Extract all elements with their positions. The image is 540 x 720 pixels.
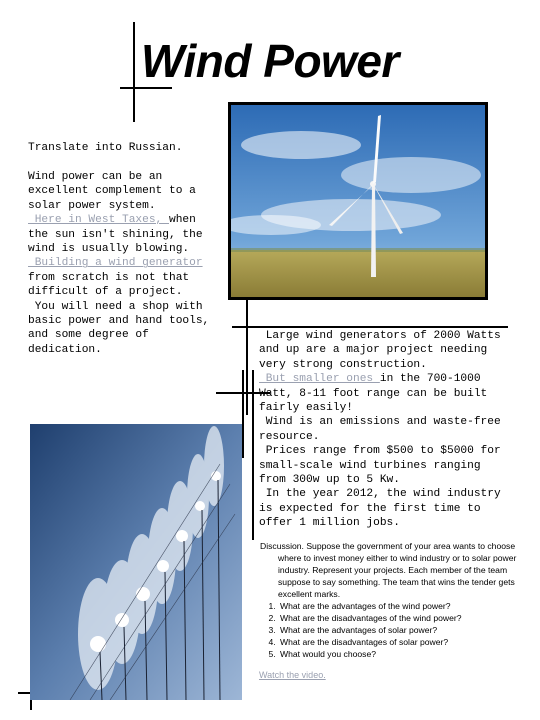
wind-turbine-photo (228, 102, 488, 300)
question-item: 2. What are the disadvantages of the wind power? (278, 612, 528, 624)
instruction-text: Translate into Russian. (28, 142, 183, 154)
decorative-line (232, 326, 508, 328)
wind-farm-photo (30, 424, 242, 700)
text-segment: in the 700-1000 Watt, 8-11 foot range can be built fairly easily! Wind is an emissions and waste-free resource. Prices range from $500 to $5000 for small-scale wind turbines ranging from 300w up to 5 Kw. In the year 2012, the wind industry is expected for the first time to offer 1 million jobs. (259, 373, 501, 530)
decorative-line (252, 370, 254, 540)
text-segment: from scratch is not that difficult of a project. You will need a shop with basic power and hand tools, and some degree of dedication. (28, 271, 210, 356)
wind-turbine-image (231, 105, 485, 297)
discussion-section (260, 540, 528, 660)
text-segment: Wind power can be an excellent complement to a solar power system. (28, 171, 196, 212)
decorative-line (242, 370, 244, 458)
page-title: Wind Power (141, 35, 399, 87)
text-segment: Large wind generators of 2000 Watts and up are a major project needing very strong construction. (259, 330, 501, 371)
question-list (260, 600, 528, 660)
decorative-line (120, 87, 172, 89)
building-generator-link[interactable]: Building a wind generator (28, 257, 203, 270)
question-item: 4. What are the disadvantages of solar power? (278, 636, 528, 648)
left-paragraph (28, 170, 228, 357)
question-item: 3. What are the advantages of solar power? (278, 624, 528, 636)
text-segment: when the sun isn't shining, the wind is usually blowing. (28, 214, 203, 256)
smaller-ones-link[interactable]: But smaller ones (259, 373, 380, 386)
west-taxes-link[interactable]: Here in West Taxes, (28, 214, 169, 227)
question-item: 5. What would you choose? (278, 648, 528, 660)
right-paragraph (259, 329, 529, 531)
decorative-line (246, 290, 248, 415)
decorative-line (133, 22, 135, 122)
watch-video-link[interactable]: Watch the video. (259, 670, 326, 680)
question-item: 1. What are the advantages of the wind power? (278, 600, 528, 612)
discussion-intro: Discussion. Suppose the government of your area wants to choose where to invest money either to wind industry or to solar power industry. Represent your projects. Each member of the team suppose to say something. The team that wins the tender gets excellent marks. (260, 541, 517, 599)
wind-farm-image (30, 424, 242, 700)
